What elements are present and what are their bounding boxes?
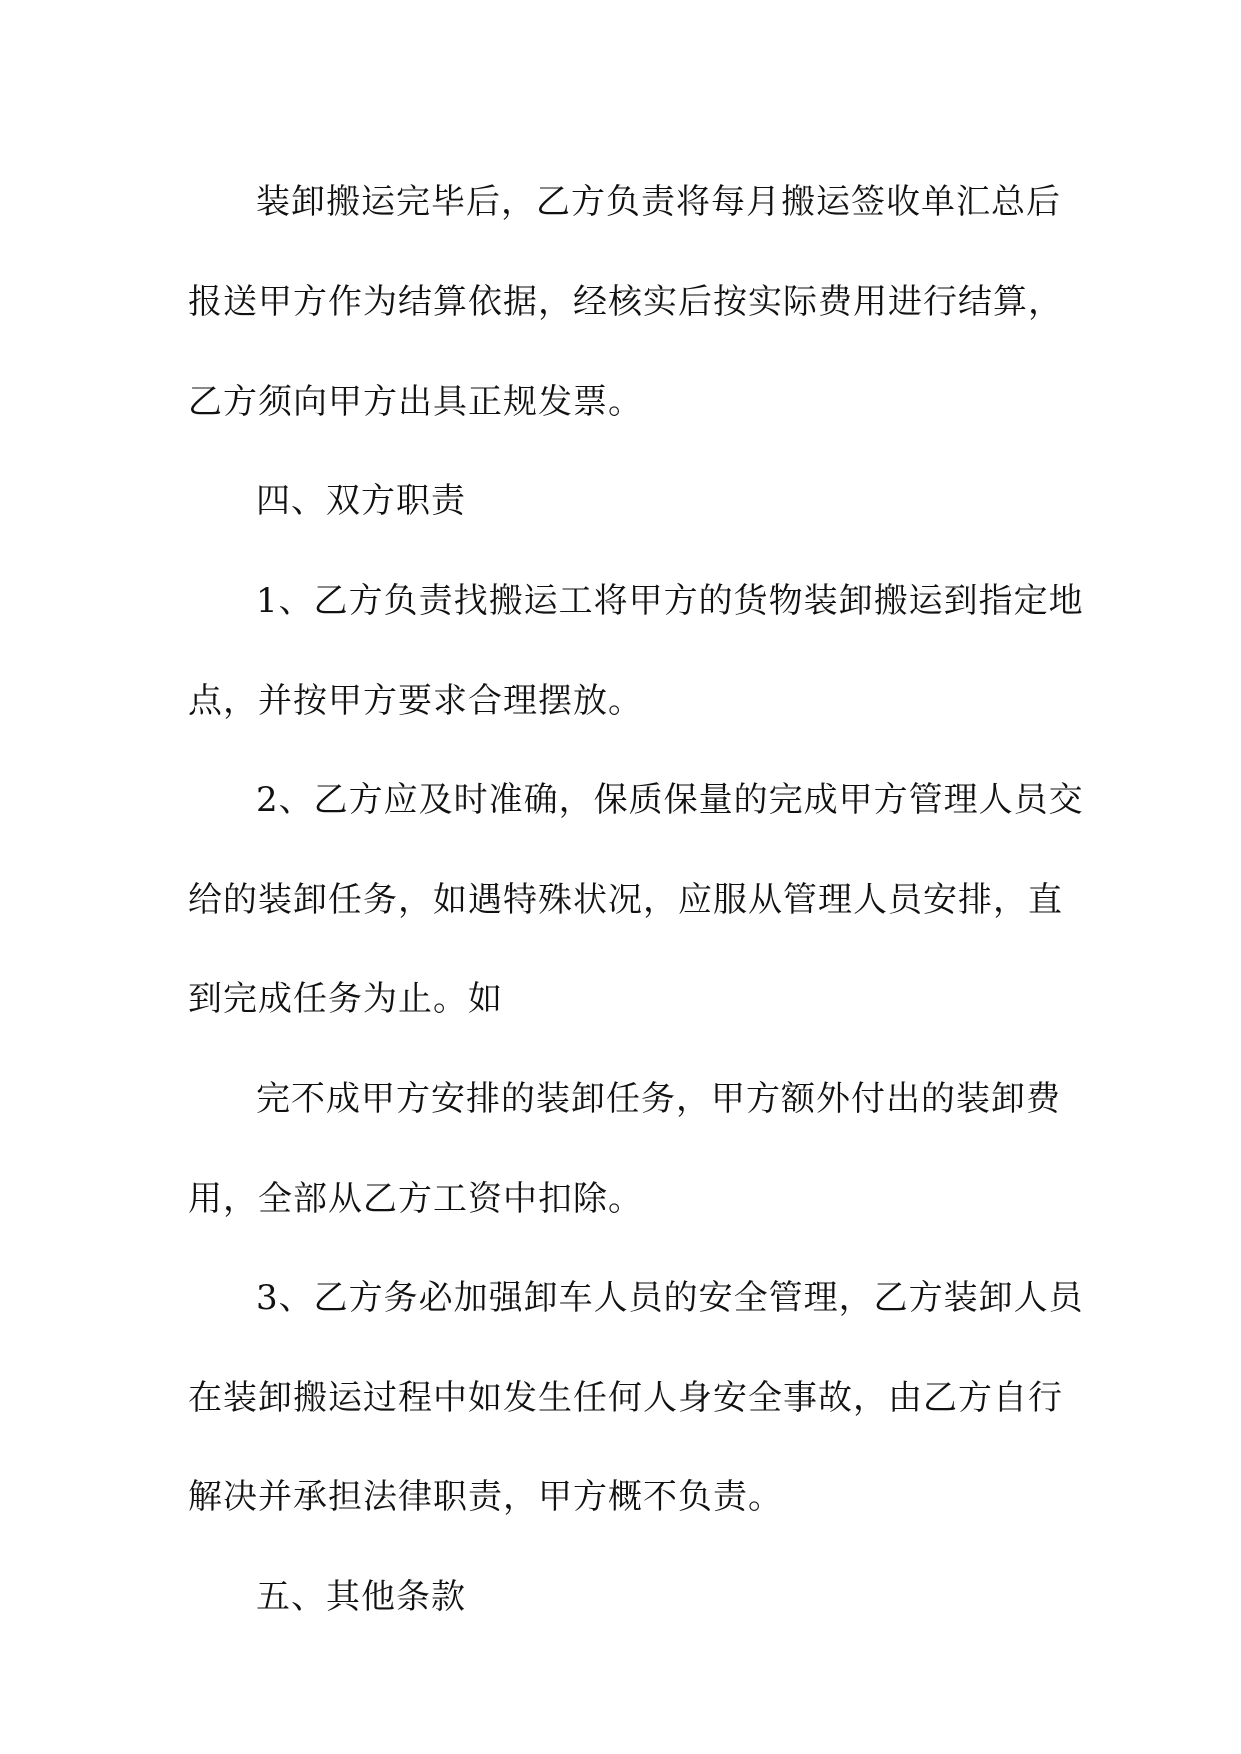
section-heading: 五、其他条款 (256, 1577, 466, 1617)
section-heading: 四、双方职责 (256, 481, 466, 521)
paragraph-line: 1、乙方负责找搬运工将甲方的货物装卸搬运到指定地 (256, 581, 1084, 621)
paragraph-line: 点，并按甲方要求合理摆放。 (188, 681, 643, 721)
paragraph-line: 解决并承担法律职责，甲方概不负责。 (188, 1477, 783, 1517)
paragraph-line: 3、乙方务必加强卸车人员的安全管理，乙方装卸人员 (256, 1278, 1084, 1318)
paragraph-line: 给的装卸任务，如遇特殊状况，应服从管理人员安排，直 (188, 880, 1063, 920)
paragraph-line: 到完成任务为止。如 (188, 979, 503, 1019)
paragraph-line: 在装卸搬运过程中如发生任何人身安全事故，由乙方自行 (188, 1378, 1063, 1418)
paragraph-line: 乙方须向甲方出具正规发票。 (188, 382, 643, 422)
paragraph-line: 报送甲方作为结算依据，经核实后按实际费用进行结算， (188, 282, 1063, 322)
paragraph-line: 完不成甲方安排的装卸任务，甲方额外付出的装卸费 (256, 1079, 1061, 1119)
paragraph-line: 装卸搬运完毕后，乙方负责将每月搬运签收单汇总后 (256, 182, 1061, 222)
paragraph-line: 用，全部从乙方工资中扣除。 (188, 1179, 643, 1219)
paragraph-line: 2、乙方应及时准确，保质保量的完成甲方管理人员交 (256, 780, 1084, 820)
